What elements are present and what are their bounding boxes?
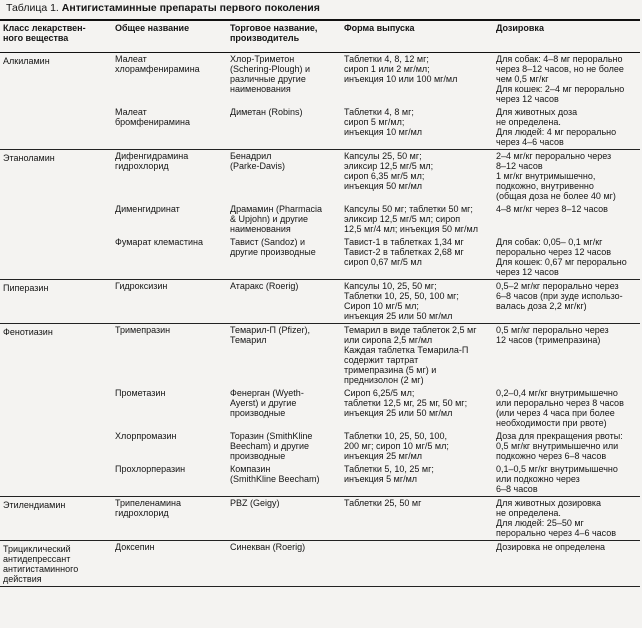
table-row [0, 203, 640, 236]
cell-line: Тавист-2 в таблетках 2,68 мг [344, 247, 464, 257]
cell-line: Малеат [115, 54, 147, 64]
table-row [0, 387, 640, 430]
dosage-cell [493, 280, 640, 324]
cell-line: или перорально через 8 часов [496, 398, 624, 408]
cell-line: Сироп 10 мг/5 мл; [344, 301, 419, 311]
cell-line: преднизолон (2 мг) [344, 375, 424, 385]
cell-line: производные [230, 451, 286, 461]
drug-class-cell [0, 53, 112, 107]
cell-line: Бенадрил [230, 151, 272, 161]
dosage-form-cell [341, 463, 493, 497]
dosage-cell [493, 236, 640, 280]
cell-line: (Parke-Davis) [230, 161, 286, 171]
cell-line: Трициклический [3, 544, 71, 554]
dosage-form-cell [341, 497, 493, 541]
cell-line: Для людей: 4 мг перорально [496, 127, 617, 137]
cell-line: Дименгидринат [115, 204, 180, 214]
trade-name-cell [227, 280, 341, 324]
cell-line: гидрохлорид [115, 508, 169, 518]
dosage-cell [493, 497, 640, 541]
generic-name-cell [112, 150, 227, 204]
cell-line: Капсулы 50 мг; таблетки 50 мг; [344, 204, 473, 214]
caption-label: Таблица 1. [6, 2, 59, 14]
cell-line: тримепразина (5 мг) и [344, 365, 437, 375]
dosage-form-cell [341, 150, 493, 204]
cell-line: 8–12 часов [496, 161, 543, 171]
trade-name-cell [227, 324, 341, 388]
cell-line: антидепрессант [3, 554, 71, 564]
cell-line: перорально через 12 часов [496, 247, 612, 257]
drug-class-cell [0, 541, 112, 587]
dosage-cell [493, 324, 640, 388]
cell-line: Форма выпуска [344, 23, 415, 33]
trade-name-cell [227, 236, 341, 280]
generic-name-cell [112, 53, 227, 107]
cell-line: наименования [230, 84, 291, 94]
cell-line: Тавист (Sandoz) и [230, 237, 306, 247]
dosage-form-cell [341, 430, 493, 463]
cell-line: Тавист-1 в таблетках 1,34 мг [344, 237, 464, 247]
cell-line: 6–8 часов (при зуде использо- [496, 291, 623, 301]
trade-name-cell [227, 463, 341, 497]
cell-line: через 12 часов [496, 267, 559, 277]
cell-line: валась доза 2,2 мг/кг) [496, 301, 587, 311]
cell-line: 4–8 мг/кг через 8–12 часов [496, 204, 608, 214]
dosage-form-cell [341, 106, 493, 150]
cell-line: антигистаминного [3, 564, 79, 574]
cell-line: Хлор-Триметон [230, 54, 295, 64]
cell-line: Таблетки 4, 8, 12 мг; [344, 54, 429, 64]
table-row [0, 463, 640, 497]
cell-line: другие производные [230, 247, 316, 257]
generic-name-cell [112, 430, 227, 463]
cell-line: Малеат [115, 107, 147, 117]
generic-name-cell [112, 497, 227, 541]
cell-line: Класс лекарствен- [3, 23, 86, 33]
generic-name-cell [112, 280, 227, 324]
table-row [0, 150, 640, 204]
table-row [0, 541, 640, 587]
cell-line: хлорамфенирамина [115, 64, 200, 74]
cell-line: (общая доза не более 40 мг) [496, 191, 616, 201]
cell-line: инъекция 25 мг/мл [344, 451, 423, 461]
cell-line: производитель [230, 33, 300, 43]
cell-line: PBZ (Geigy) [230, 498, 280, 508]
cell-line: 2–4 мг/кг перорально через [496, 151, 612, 161]
table-body [0, 53, 640, 587]
cell-line: Для собак: 4–8 мг перорально [496, 54, 623, 64]
cell-line: таблетки 12,5 мг, 25 мг, 50 мг; [344, 398, 468, 408]
trade-name-cell [227, 150, 341, 204]
cell-line: 0,2–0,4 мг/кг внутримышечно [496, 388, 618, 398]
drug-class-cell [0, 280, 112, 324]
dosage-cell [493, 203, 640, 236]
cell-line: сироп 6,35 мг/5 мл; [344, 171, 425, 181]
cell-line: Темарил в виде таблеток 2,5 мг [344, 325, 477, 335]
dosage-form-cell [341, 203, 493, 236]
cell-line: Общее название [115, 23, 190, 33]
antihistamine-table [0, 19, 640, 587]
cell-line: инъекция 5 мг/мл [344, 474, 418, 484]
trade-name-cell [227, 430, 341, 463]
cell-line: необходимости при рвоте) [496, 418, 607, 428]
cell-line: Торазин (SmithKline [230, 431, 313, 441]
trade-name-cell [227, 497, 341, 541]
drug-class-cell [0, 497, 112, 541]
dosage-form-cell [341, 53, 493, 107]
trade-name-cell [227, 203, 341, 236]
cell-line: Прометазин [115, 388, 166, 398]
cell-line: Для кошек: 2–4 мг перорально [496, 84, 625, 94]
column-header-drug-class [0, 20, 112, 53]
cell-line: Алкиламин [3, 56, 50, 66]
cell-line: сироп 0,67 мг/5 мл [344, 257, 422, 267]
cell-line: инъекция 25 или 50 мг/мл [344, 311, 453, 321]
cell-line: 0,5 мг/кг перорально через [496, 325, 609, 335]
table-row [0, 497, 640, 541]
cell-line: бромфенирамина [115, 117, 190, 127]
table-row [0, 280, 640, 324]
generic-name-cell [112, 463, 227, 497]
cell-line: Торговое название, [230, 23, 318, 33]
cell-line: различные другие [230, 74, 306, 84]
drug-class-cell [0, 203, 112, 236]
drug-class-cell [0, 106, 112, 150]
column-header-dosage [493, 20, 640, 53]
table-row [0, 236, 640, 280]
cell-line: Дозировка [496, 23, 544, 33]
cell-line: & Upjohn) и другие [230, 214, 309, 224]
cell-line: Тримепразин [115, 325, 171, 335]
column-header-trade-name [227, 20, 341, 53]
cell-line: или сиропа 2,5 мг/мл [344, 335, 433, 345]
cell-line: Пиперазин [3, 283, 49, 293]
cell-line: Для животных дозировка [496, 498, 602, 508]
cell-line: через 12 часов [496, 94, 559, 104]
cell-line: или подкожно через [496, 474, 580, 484]
trade-name-cell [227, 387, 341, 430]
cell-line: Для людей: 25–50 мг [496, 518, 584, 528]
dosage-cell [493, 430, 640, 463]
dosage-form-cell [341, 280, 493, 324]
dosage-form-cell [341, 236, 493, 280]
cell-line: Диметан (Robins) [230, 107, 303, 117]
cell-line: Таблетки 5, 10, 25 мг; [344, 464, 434, 474]
cell-line: Для животных доза [496, 107, 578, 117]
cell-line: Темарил [230, 335, 267, 345]
drug-class-cell [0, 324, 112, 388]
table-caption [6, 2, 320, 15]
cell-line: перорально через 4–6 часов [496, 528, 617, 538]
cell-line: Каждая таблетка Темарила-П [344, 345, 469, 355]
generic-name-cell [112, 324, 227, 388]
table-header-row [0, 20, 640, 53]
cell-line: Фенерган (Wyeth- [230, 388, 304, 398]
cell-line: 12,5 мг/4 мл; инъекция 50 мг/мл [344, 224, 478, 234]
generic-name-cell [112, 387, 227, 430]
dosage-cell [493, 53, 640, 107]
dosage-cell [493, 387, 640, 430]
cell-line: сироп 1 или 2 мг/мл; [344, 64, 430, 74]
cell-line: инъекция 10 или 100 мг/мл [344, 74, 458, 84]
dosage-form-cell [341, 324, 493, 388]
cell-line: наименования [230, 224, 291, 234]
dosage-form-cell [341, 541, 493, 587]
cell-line: Хлорпромазин [115, 431, 177, 441]
dosage-cell [493, 150, 640, 204]
generic-name-cell [112, 236, 227, 280]
cell-line: Сироп 6,25/5 мл; [344, 388, 415, 398]
cell-line: инъекция 50 мг/мл [344, 181, 423, 191]
cell-line: 12 часов (тримепразина) [496, 335, 601, 345]
cell-line: сироп 5 мг/мл; [344, 117, 405, 127]
dosage-cell [493, 106, 640, 150]
trade-name-cell [227, 106, 341, 150]
table-row [0, 53, 640, 107]
cell-line: Доза для прекращения рвоты: [496, 431, 623, 441]
cell-line: 6–8 часов [496, 484, 538, 494]
cell-line: Дозировка не определена [496, 542, 606, 552]
cell-line: Дифенгидрамина [115, 151, 189, 161]
generic-name-cell [112, 106, 227, 150]
drug-class-cell [0, 150, 112, 204]
cell-line: Для кошек: 0,67 мг перорально [496, 257, 627, 267]
cell-line: Доксепин [115, 542, 155, 552]
cell-line: (или через 4 часа при более [496, 408, 615, 418]
cell-line: Гидроксизин [115, 281, 168, 291]
cell-line: Капсулы 25, 50 мг; [344, 151, 422, 161]
column-header-generic-name [112, 20, 227, 53]
drug-class-cell [0, 463, 112, 497]
cell-line: Драмамин (Pharmacia [230, 204, 322, 214]
dosage-form-cell [341, 387, 493, 430]
cell-line: Для собак: 0,05– 0,1 мг/кг [496, 237, 603, 247]
cell-line: действия [3, 574, 42, 584]
table-row [0, 106, 640, 150]
cell-line: (Schering-Plough) и [230, 64, 311, 74]
cell-line: гидрохлорид [115, 161, 169, 171]
cell-line: Таблетки 10, 25, 50, 100 мг; [344, 291, 459, 301]
dosage-cell [493, 541, 640, 587]
cell-line: Ayerst) и другие [230, 398, 297, 408]
cell-line: ного вещества [3, 33, 69, 43]
cell-line: инъекция 25 или 50 мг/мл [344, 408, 453, 418]
cell-line: (SmithKline Beecham) [230, 474, 320, 484]
cell-line: Таблетки 4, 8 мг; [344, 107, 414, 117]
drug-class-cell [0, 387, 112, 430]
cell-line: Синекван (Roerig) [230, 542, 306, 552]
trade-name-cell [227, 53, 341, 107]
cell-line: Атаракс (Roerig) [230, 281, 299, 291]
cell-line: Компазин [230, 464, 271, 474]
cell-line: подкожно через 6–8 часов [496, 451, 607, 461]
cell-line: производные [230, 408, 286, 418]
generic-name-cell [112, 541, 227, 587]
cell-line: Таблетки 25, 50 мг [344, 498, 422, 508]
drug-class-cell [0, 430, 112, 463]
cell-line: через 8–12 часов, но не более [496, 64, 624, 74]
drug-class-cell [0, 236, 112, 280]
caption-title: Антигистаминные препараты первого поколения [61, 2, 320, 14]
cell-line: 0,5 мг/кг внутримышечно или [496, 441, 619, 451]
cell-line: Фенотиазин [3, 327, 53, 337]
column-header-dosage-form [341, 20, 493, 53]
cell-line: через 4–6 часов [496, 137, 564, 147]
cell-line: содержит тартрат [344, 355, 419, 365]
cell-line: эликсир 12,5 мг/5 мл; [344, 161, 434, 171]
cell-line: не определена. [496, 117, 561, 127]
cell-line: инъекция 10 мг/мл [344, 127, 423, 137]
cell-line: Этилендиамин [3, 500, 66, 510]
cell-line: Этаноламин [3, 153, 55, 163]
cell-line: 0,5–2 мг/кг перорально через [496, 281, 619, 291]
cell-line: не определена. [496, 508, 561, 518]
cell-line: Таблетки 10, 25, 50, 100, [344, 431, 447, 441]
cell-line: Темарил-П (Pfizer), [230, 325, 310, 335]
cell-line: чем 0,5 мг/кг [496, 74, 549, 84]
dosage-cell [493, 463, 640, 497]
cell-line: Фумарат клемастина [115, 237, 203, 247]
generic-name-cell [112, 203, 227, 236]
cell-line: 200 мг; сироп 10 мг/5 мл; [344, 441, 449, 451]
cell-line: 0,1–0,5 мг/кг внутримышечно [496, 464, 618, 474]
table-row [0, 430, 640, 463]
trade-name-cell [227, 541, 341, 587]
cell-line: Капсулы 10, 25, 50 мг; [344, 281, 437, 291]
cell-line: Трипеленамина [115, 498, 182, 508]
table-row [0, 324, 640, 388]
cell-line: подкожно, внутривенно [496, 181, 594, 191]
cell-line: Прохлорперазин [115, 464, 186, 474]
cell-line: эликсир 12,5 мг/5 мл; сироп [344, 214, 461, 224]
cell-line: Beecham) и другие [230, 441, 310, 451]
cell-line: 1 мг/кг внутримышечно, [496, 171, 596, 181]
